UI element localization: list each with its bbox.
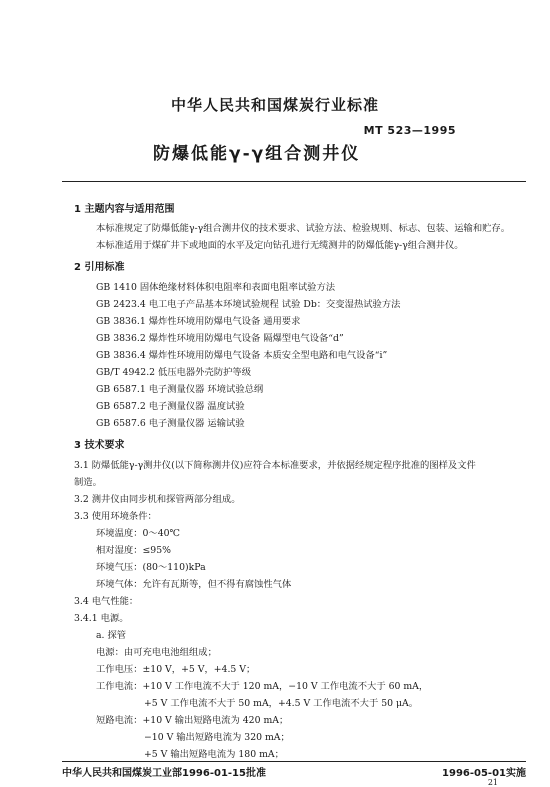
effective-date: 1996-05-01实施 (442, 768, 526, 779)
approval-statement: 中华人民共和国煤炭工业部1996-01-15批准 (62, 768, 266, 779)
working-current-cont: +5 V 工作电流不大于 50 mA，+4.5 V 工作电流不大于 50 μA。 (144, 698, 419, 709)
reference-item: GB 6587.1 电子测量仪器 环境试验总纲 (96, 384, 264, 395)
item-a-probe: a. 探管 (96, 630, 127, 641)
section-1-paragraph: 本标准规定了防爆低能γ-γ组合测井仪的技术要求、试验方法、检验规则、标志、包装、运输和贮存。 (96, 223, 511, 234)
working-current: 工作电流：+10 V 工作电流不大于 120 mA，−10 V 工作电流不大于 60 mA， (96, 681, 429, 692)
env-humidity: 相对湿度：≤95% (96, 545, 171, 556)
reference-item: GB 6587.6 电子测量仪器 运输试验 (96, 418, 245, 429)
clause-3-1: 3.1 防爆低能γ-γ测井仪(以下简称测井仪)应符合本标准要求，并依据经规定程序批准的图样及文件 (74, 460, 476, 471)
section-2-heading: 2 引用标准 (74, 262, 125, 273)
reference-item: GB/T 4942.2 低压电器外壳防护等级 (96, 367, 252, 378)
reference-item: GB 3836.2 爆炸性环境用防爆电气设备 隔爆型电气设备“d” (96, 333, 344, 344)
reference-item: GB 3836.4 爆炸性环境用防爆电气设备 本质安全型电路和电气设备“i” (96, 350, 388, 361)
section-3-heading: 3 技术要求 (74, 440, 125, 451)
section-1-paragraph: 本标准适用于煤矿井下或地面的水平及定向钻孔进行无缆测井的防爆低能γ-γ组合测井仪。 (96, 240, 464, 251)
env-pressure: 环境气压：(80～110)kPa (96, 562, 206, 573)
standard-header: 中华人民共和国煤炭行业标准 (170, 96, 379, 114)
env-temperature: 环境温度：0～40℃ (96, 528, 180, 539)
standard-code: MT 523—1995 (363, 124, 456, 137)
header-rule (62, 181, 526, 182)
short-circuit-current-cont: −10 V 输出短路电流为 320 mA； (144, 732, 290, 743)
short-circuit-current-cont: +5 V 输出短路电流为 180 mA； (144, 749, 284, 760)
clause-3-4: 3.4 电气性能： (74, 596, 139, 607)
clause-3-1-cont: 制造。 (74, 477, 102, 488)
clause-3-4-1: 3.4.1 电源。 (74, 613, 129, 624)
page-number: 21 (487, 778, 498, 787)
env-gas: 环境气体：允许有瓦斯等，但不得有腐蚀性气体 (96, 579, 292, 590)
reference-item: GB 6587.2 电子测量仪器 温度试验 (96, 401, 245, 412)
section-1-heading: 1 主题内容与适用范围 (74, 204, 175, 215)
reference-item: GB 2423.4 电工电子产品基本环境试验规程 试验 Db：交变湿热试验方法 (96, 299, 401, 310)
power-source: 电源：由可充电电池组组成； (96, 647, 217, 658)
short-circuit-current: 短路电流：+10 V 输出短路电流为 420 mA； (96, 715, 289, 726)
working-voltage: 工作电压：±10 V，+5 V，+4.5 V； (96, 664, 256, 675)
reference-item: GB 3836.1 爆炸性环境用防爆电气设备 通用要求 (96, 316, 301, 327)
reference-item: GB 1410 固体绝缘材料体积电阻率和表面电阻率试验方法 (96, 282, 336, 293)
footer-rule (62, 761, 526, 762)
clause-3-3: 3.3 使用环境条件： (74, 511, 157, 522)
document-title: 防爆低能γ-γ组合测井仪 (153, 144, 361, 164)
clause-3-2: 3.2 测井仪由同步机和探管两部分组成。 (74, 494, 241, 505)
